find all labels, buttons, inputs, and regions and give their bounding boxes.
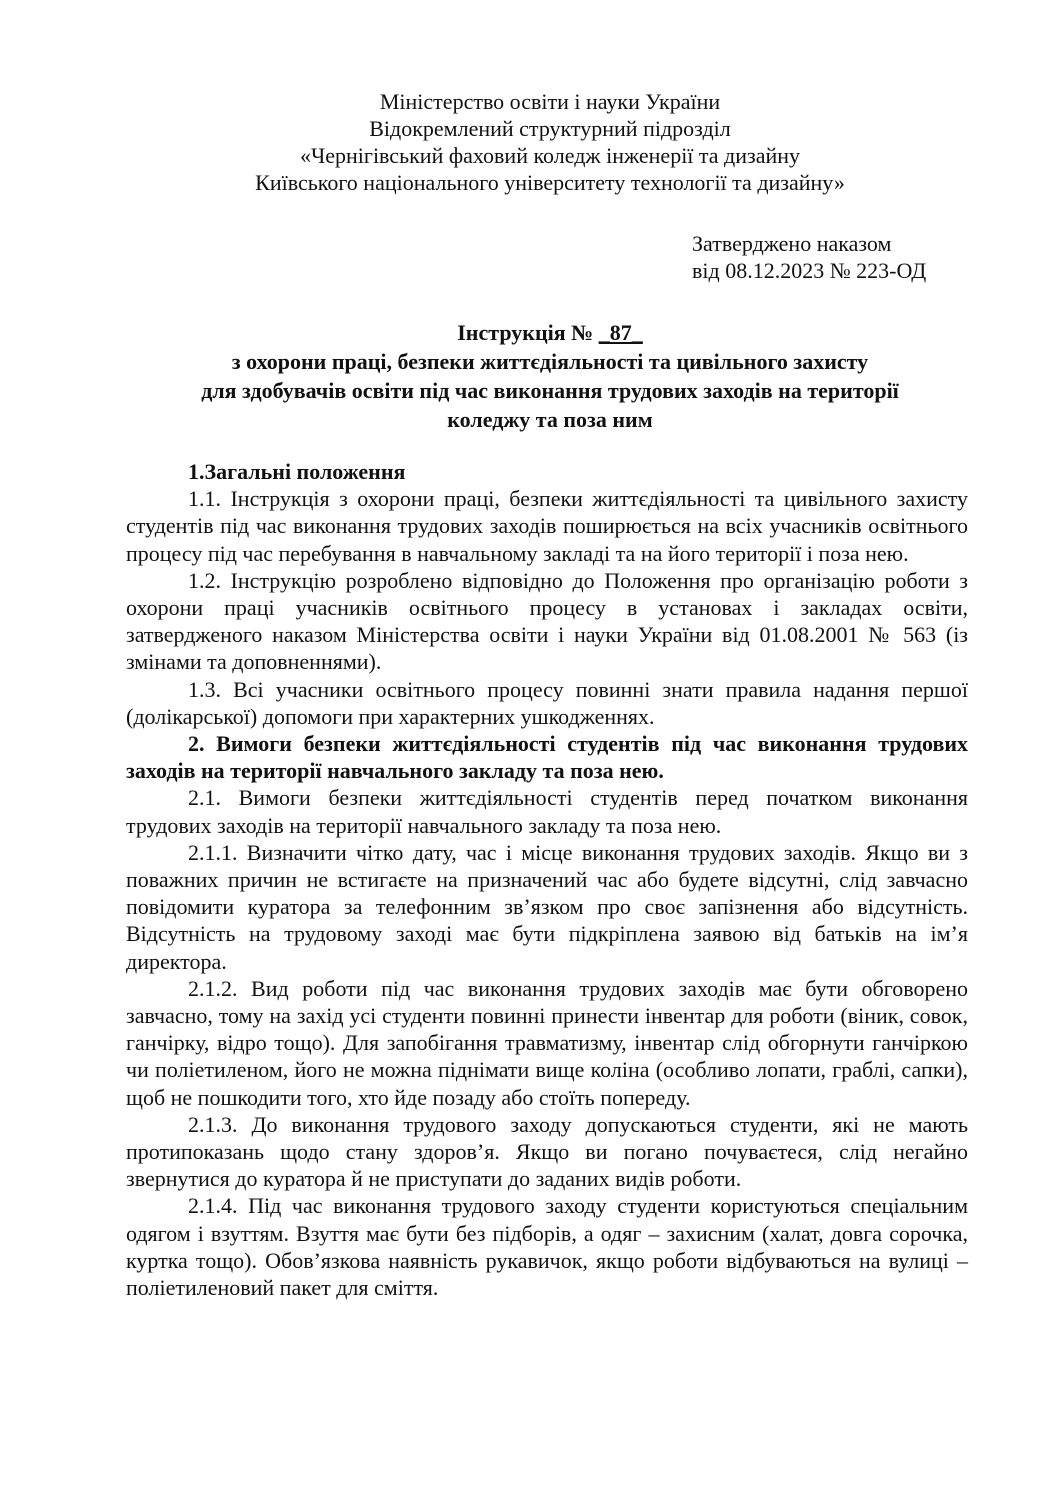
paragraph-2-1-1: 2.1.1. Визначити чітко дату, час і місце виконання трудових заходів. Якщо ви з поважних причин не встигаєте на призначений час або будете відсутні, слід завчасно повідомити куратора за телефонним зв’язком про своє запізнення або відсутність. Відсутність на трудовому заході має бути підкріплена заявою від батьків на ім’я директора. (126, 839, 968, 974)
ministry-name: Міністерство освіти і науки України (379, 89, 721, 114)
subdivision-name: Відокремлений структурний підрозділ (369, 116, 731, 141)
approval-label: Затверджено наказом (692, 231, 892, 256)
document-body (126, 458, 968, 1301)
college-name: «Чернігівський фаховий коледж інженерії та дизайну (299, 143, 801, 168)
paragraph-2-1-3: 2.1.3. До виконання трудового заходу допускаються студенти, які не мають протипоказань щодо стану здоров’я. Якщо ви погано почуваєтеся, слід негайно звернутися до куратора й не приступати до заданих видів роботи. (126, 1111, 968, 1192)
instruction-title (130, 318, 970, 434)
instruction-subject-line-3: коледжу та поза ним (447, 407, 653, 432)
section-2-heading: 2. Вимоги безпеки життєдіяльності студентів під час виконання трудових заходів на території навчального закладу та поза нею. (126, 731, 968, 784)
document-header (130, 88, 970, 196)
instruction-prefix: Інструкція № (457, 320, 599, 345)
instruction-number-line (130, 318, 970, 347)
paragraph-1-2: 1.2. Інструкцію розроблено відповідно до Положення про організацію роботи з охорони праці учасників освітнього процесу в установах і закладах освіти, затвердженого наказом Міністерства освіти і науки України від 01.08.2001 № 563 (із змінами та доповненнями). (126, 567, 968, 675)
section-1-heading: 1.Загальні положення (188, 459, 406, 484)
approval-block (692, 230, 926, 284)
instruction-number: _87_ (598, 320, 643, 345)
paragraph-1-1: 1.1. Інструкція з охорони праці, безпеки життєдіяльності та цивільного захисту студентів під час виконання трудових заходів поширюється на всіх учасників освітнього процесу під час перебування в навчальному закладі та на його території і поза нею. (126, 486, 968, 566)
paragraph-2-1: 2.1. Вимоги безпеки життєдіяльності студентів перед початком виконання трудових заходів на території навчального закладу та поза нею. (126, 785, 968, 838)
paragraph-1-3: 1.3. Всі учасники освітнього процесу повинні знати правила надання першої (долікарської) допомоги при характерних ушкодженнях. (126, 676, 968, 729)
paragraph-2-1-2: 2.1.2. Вид роботи під час виконання трудових заходів має бути обговорено завчасно, тому на захід усі студенти повинні принести інвентар для роботи (віник, совок, ганчірку, відро тощо). Для запобігання травматизму, інвентар слід обгорнути ганчіркою чи поліетиленом, його не можна піднімати вище коліна (особливо лопати, граблі, сапки), щоб не пошкодити того, хто йде позаду або стоїть попереду. (126, 975, 968, 1110)
university-name: Київського національного університету технології та дизайну» (255, 170, 845, 195)
instruction-subject-line-1: з охорони праці, безпеки життєдіяльності та цивільного захисту (231, 349, 869, 374)
paragraph-2-1-4: 2.1.4. Під час виконання трудового заходу студенти користуються спеціальним одягом і взуттям. Взуття має бути без підборів, а одяг – захисним (халат, довга сорочка, куртка тощо). Обов’язкова наявність рукавичок, якщо роботи відбуваються на вулиці – поліетиленовий пакет для сміття. (126, 1193, 968, 1301)
instruction-subject-line-2: для здобувачів освіти під час виконання трудових заходів на території (201, 378, 899, 403)
approval-order: від 08.12.2023 № 223-ОД (692, 258, 927, 283)
